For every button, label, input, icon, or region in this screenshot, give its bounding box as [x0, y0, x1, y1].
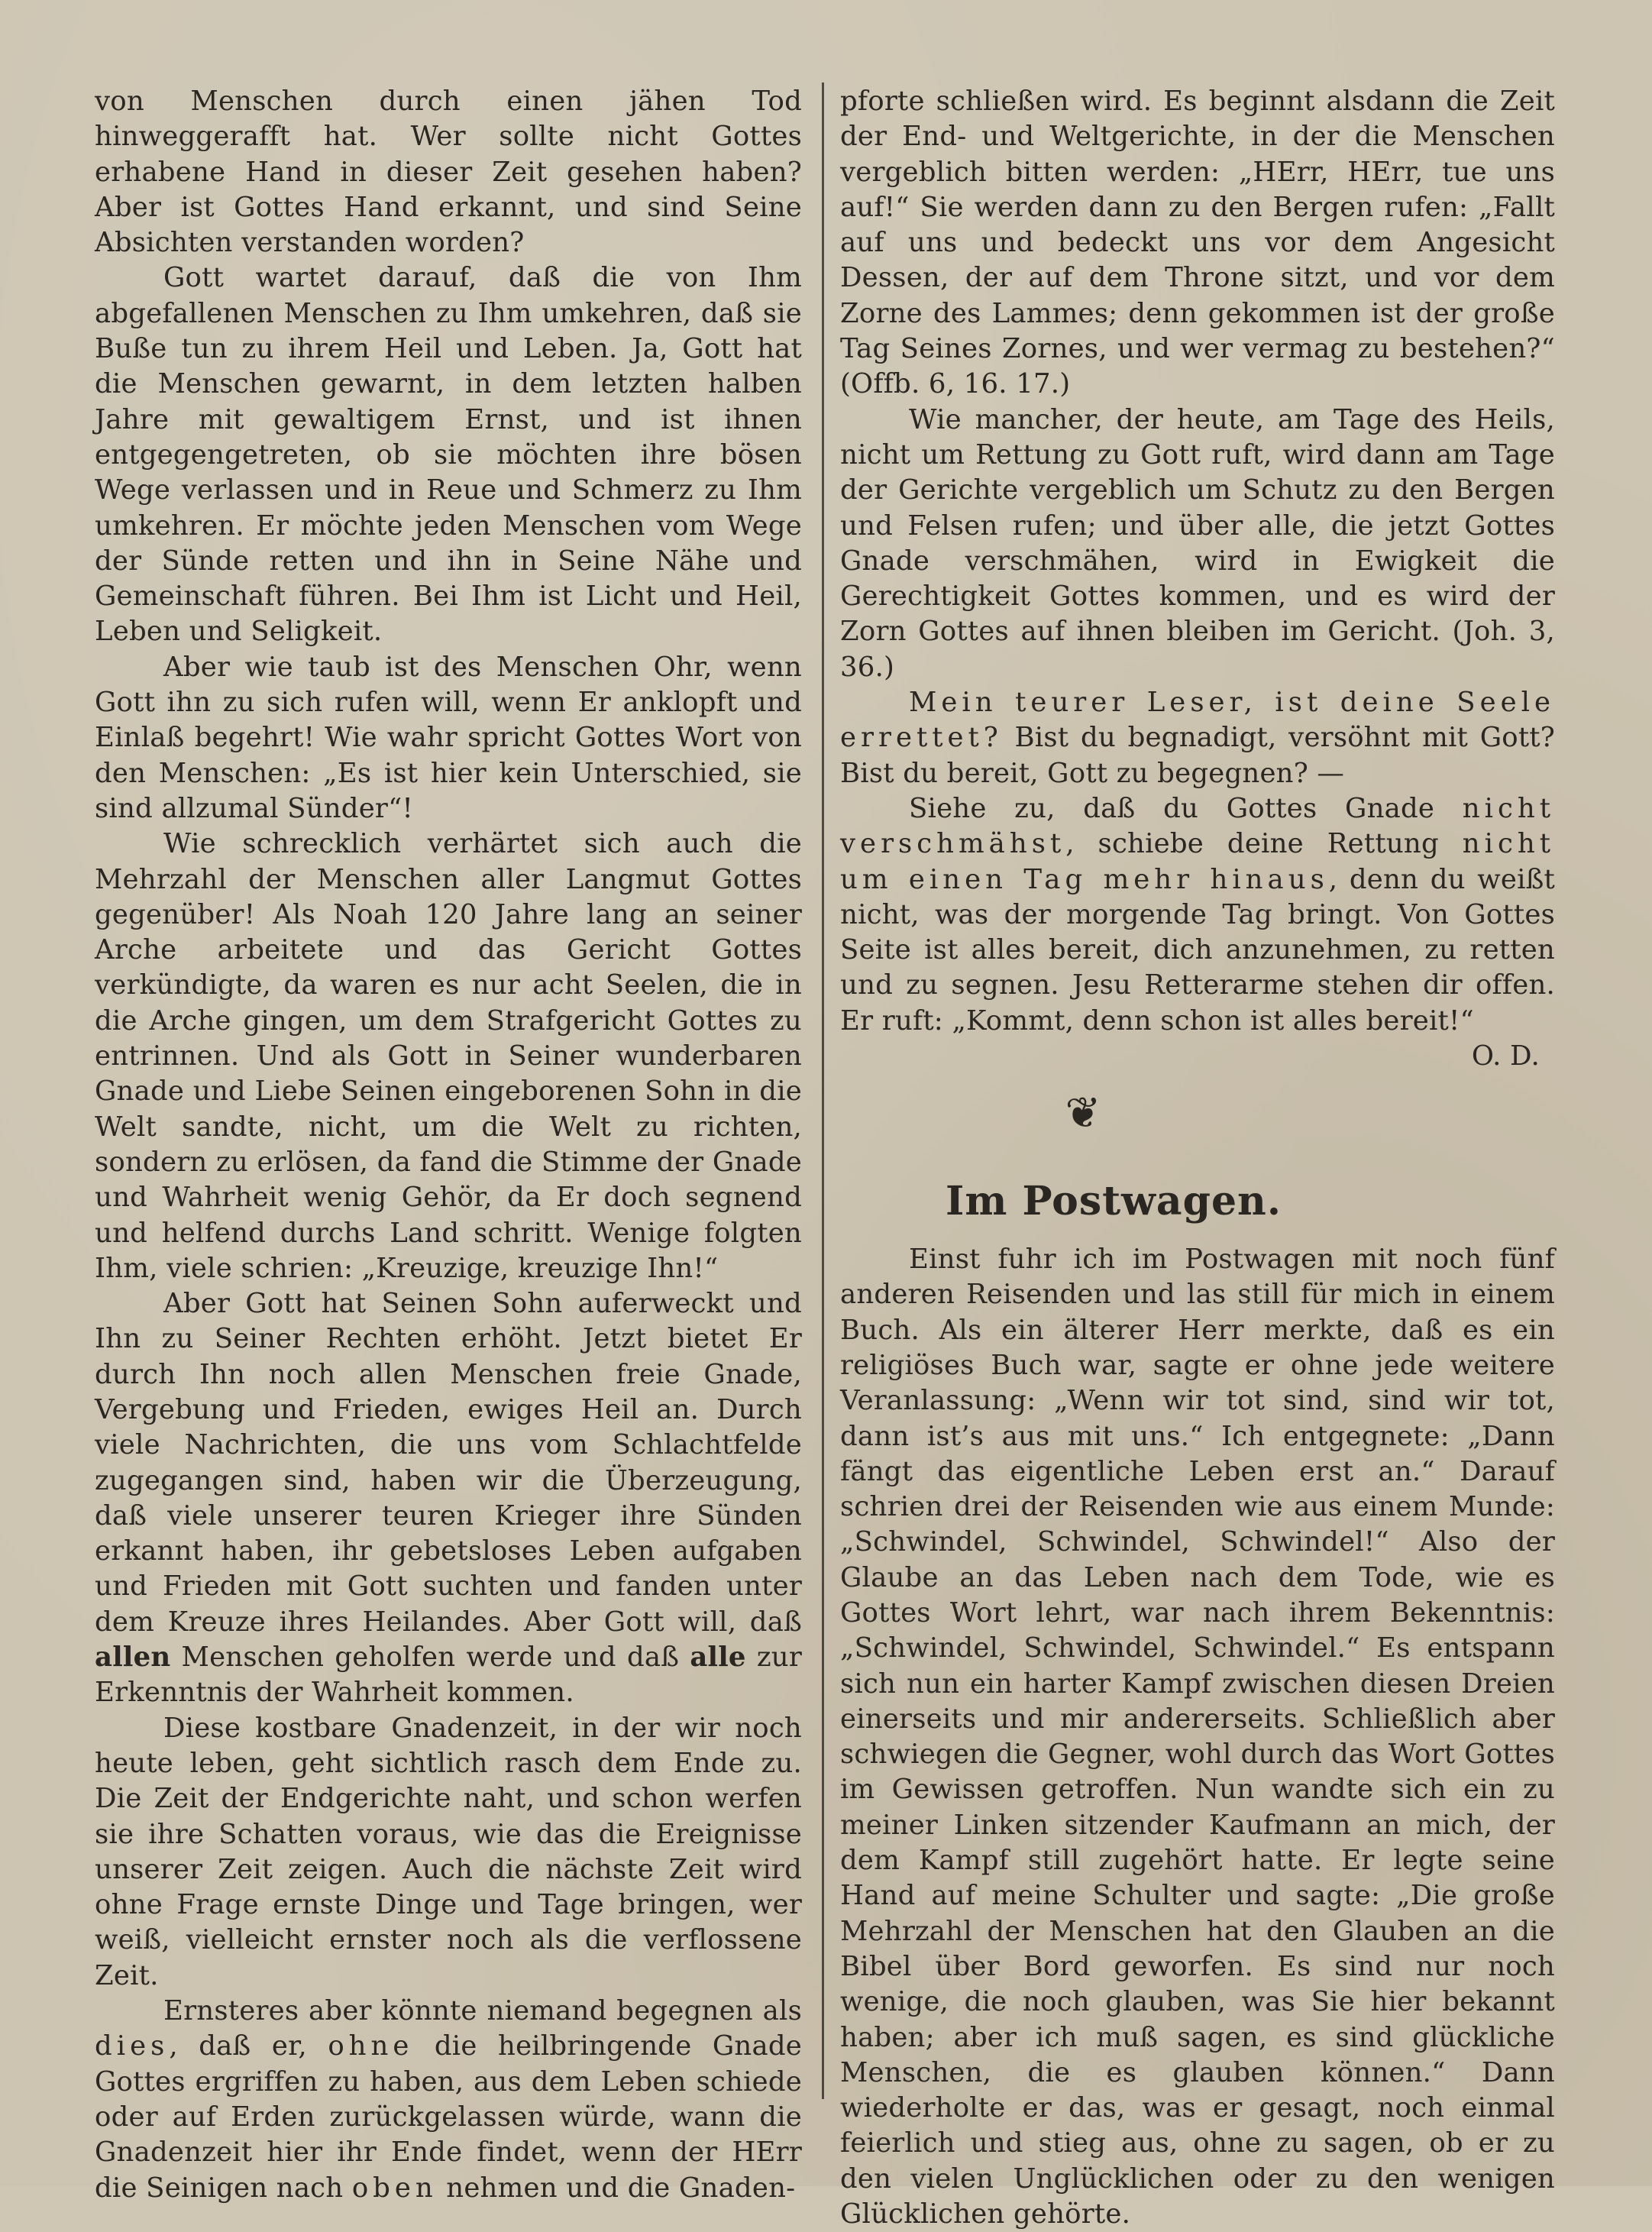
column-divider	[822, 82, 824, 2099]
author-signature: O. D.	[1471, 1040, 1540, 1072]
left-paragraph-2: Gott wartet darauf, daß die von Ihm abgefallenen Menschen zu Ihm umkehren, daß sie Buße tun zu ihrem Heil und Leben. Ja, Gott hat die Menschen gewarnt, in dem letzten halben Jahre mit gewaltigem Ernst, und ist ihnen entgegengetreten, ob sie möchten ihre bösen Wege verlassen und in Reue und Schmerz zu Ihm umkehren. Er möchte jeden Menschen vom Wege der Sünde retten und ihn in Seine Nähe und Gemeinschaft führen. Bei Ihm ist Licht und Heil, Leben und Seligkeit.	[95, 262, 802, 648]
spaced-oben: oben	[351, 2172, 438, 2204]
spaced-nicht-verschmaehst: nicht verschmähst	[840, 792, 1555, 860]
article-heading-text: Im Postwagen.	[946, 1178, 1282, 1225]
right-paragraph-3	[840, 685, 1555, 791]
emphasis-alle: alle	[690, 1642, 746, 1674]
left-paragraph-7-text-b: , daß er,	[169, 2030, 328, 2062]
right-paragraph-3-text: Bist du begnadigt, versöhnt mit Gott? Bist du bereit, Gott zu begegnen? —	[840, 722, 1555, 789]
right-column	[840, 84, 1555, 2232]
left-paragraph-7	[95, 1994, 802, 2206]
article-heading	[840, 1175, 1555, 1228]
left-paragraph-1: von Menschen durch einen jähen Tod hinweggerafft hat. Wer sollte nicht Gottes erhabene Hand in dieser Zeit gesehen haben? Aber ist Gottes Hand erkannt, und sind Seine Absichten verstanden worden?	[95, 86, 802, 259]
left-paragraph-7-text-c: die heilbringende Gnade Gottes ergriffen zu haben, aus dem Leben schiede oder auf Erden zurückgelassen würde, wann die Gnadenzeit hier ihr Ende findet, wenn der HErr die Seinigen nach	[95, 2030, 802, 2204]
left-paragraph-3: Aber wie taub ist des Menschen Ohr, wenn Gott ihn zu sich rufen will, wenn Er anklopft und Einlaß begehrt! Wie wahr spricht Gottes Wort von den Menschen: „Es ist hier kein Unterschied, sie sind allzumal Sünder“!	[95, 651, 802, 824]
left-paragraph-7-text-a: Ernsteres aber könnte niemand begegnen als	[163, 1995, 802, 2027]
left-column	[95, 84, 802, 2206]
left-paragraph-6: Diese kostbare Gnadenzeit, in der wir noch heute leben, geht sichtlich rasch dem Ende zu. Die Zeit der Endgerichte naht, und schon werfen sie ihre Schatten voraus, wie das die Ereignisse unserer Zeit zeigen. Auch die nächste Zeit wird ohne Frage ernste Dinge und Tage bringen, wer weiß, vielleicht ernster noch als die verflossene Zeit.	[95, 1712, 802, 1991]
article-paragraph-1: Einst fuhr ich im Postwagen mit noch fünf anderen Reisenden und las still für mich in einem Buch. Als ein älterer Herr merkte, daß es ein religiöses Buch war, sagte er ohne jede weitere Veranlassung: „Wenn wir tot sind, sind wir tot, dann ist’s aus mit uns.“ Ich entgegnete: „Dann fängt das eigentliche Leben erst an.“ Darauf schrien drei der Reisenden wie aus einem Munde: „Schwindel, Schwindel, Schwindel!“ Also der Glaube an das Leben nach dem Tode, wie es Gottes Wort lehrt, war nach ihrem Bekenntnis: „Schwindel, Schwindel, Schwindel.“ Es entspann sich nun ein harter Kampf zwischen diesen Dreien einerseits und mir andererseits. Schließlich aber schwiegen die Gegner, wohl durch das Wort Gottes im Gewissen getroffen. Nun wandte sich ein zu meiner Linken sitzender Kaufmann an mich, der dem Kampf still zugehört hatte. Er legte seine Hand auf meine Schulter und sagte: „Die große Mehrzahl der Menschen hat den Glauben an die Bibel über Bord geworfen. Es sind nur noch wenige, die noch glauben, was Sie hier bekannt haben; aber ich muß sagen, es sind glückliche Menschen, die es glauben können.“ Dann wiederholte er das, was er gesagt, noch einmal feierlich und stieg aus, ohne zu sagen, ob er zu den vielen Unglücklichen oder zu den wenigen Glücklichen gehörte.	[840, 1244, 1555, 2230]
left-paragraph-5-text-c: zur Erkenntnis der Wahrheit kommen.	[95, 1642, 802, 1709]
emphasis-allen: allen	[95, 1642, 171, 1674]
spaced-nicht-hinaus: nicht um einen Tag mehr hinaus	[840, 828, 1555, 895]
right-paragraph-1: pforte schließen wird. Es beginnt alsdann die Zeit der End- und Weltgerichte, in der die Menschen vergeblich bitten werden: „HErr, HErr, tue uns auf!“ Sie werden dann zu den Bergen rufen: „Fallt auf uns und bedeckt uns vor dem Angesicht Dessen, der auf dem Throne sitzt, und vor dem Zorne des Lammes; denn gekommen ist der große Tag Seines Zornes, und wer vermag zu bestehen?“ (Offb. 6, 16. 17.)	[840, 86, 1555, 400]
right-paragraph-4-text-b: , schiebe deine Rettung	[1065, 828, 1463, 860]
spaced-dies: dies	[95, 2030, 170, 2062]
left-paragraph-5-text-a: Aber Gott hat Seinen Sohn auferweckt und Ihn zu Seiner Rechten erhöht. Jetzt bietet Er durch Ihn noch allen Menschen freie Gnade, Vergebung und Frieden, ewiges Heil an. Durch viele Nachrichten, die uns vom Schlachtfelde zugegangen sind, haben wir die Überzeugung, daß viele unserer teuren Krieger ihre Sünden erkannt haben, ihr gebetsloses Leben aufgaben und Frieden mit Gott suchten und fanden unter dem Kreuze ihres Heilandes. Aber Gott will, daß	[95, 1288, 802, 1638]
left-paragraph-5	[95, 1286, 802, 1711]
spaced-reader-question: Mein teurer Leser, ist deine Seele errettet?	[840, 687, 1555, 754]
right-paragraph-4-text-c: , denn du weißt nicht, was der morgende Tag bringt. Von Gottes Seite ist alles bereit, dich anzunehmen, zu retten und zu segnen. Jesu Retterarme stehen dir offen. Er ruft: „Kommt, denn schon ist alles bereit!“	[840, 863, 1555, 1037]
left-paragraph-7-text-d: nehmen und die Gnaden-	[437, 2172, 796, 2204]
left-paragraph-4: Wie schrecklich verhärtet sich auch die Mehrzahl der Menschen aller Langmut Gottes gegenüber! Als Noah 120 Jahre lang an seiner Arche arbeitete und das Gericht Gottes verkündigte, da waren es nur acht Seelen, die in die Arche gingen, um dem Strafgericht Gottes zu entrinnen. Und als Gott in Seiner wunderbaren Gnade und Liebe Seinen eingeborenen Sohn in die Welt sandte, nicht, um die Welt zu richten, sondern zu erlösen, da fand die Stimme der Gnade und Wahrheit wenig Gehör, da Er doch segnend und helfend durchs Land schritt. Wenige folgten Ihm, viele schrien: „Kreuzige, kreuzige Ihn!“	[95, 828, 802, 1284]
right-paragraph-4	[840, 791, 1555, 1072]
right-paragraph-2: Wie mancher, der heute, am Tage des Heils, nicht um Rettung zu Gott ruft, wird dann am Tage der Gerichte vergeblich um Schutz zu den Bergen und Felsen rufen; und über alle, die jetzt Gottes Gnade verschmähen, wird in Ewigkeit die Gerechtigkeit Gottes kommen, und es wird der Zorn Gottes auf ihnen bleiben im Gericht. (Joh. 3, 36.)	[840, 403, 1555, 683]
spaced-ohne: ohne	[328, 2030, 414, 2062]
right-paragraph-4-text-a: Siehe zu, daß du Gottes Gnade	[909, 792, 1463, 824]
left-paragraph-5-text-b: Menschen geholfen werde und daß	[170, 1642, 690, 1674]
section-ornament	[840, 1083, 1555, 1144]
fleuron-icon: ❦	[1065, 1089, 1101, 1139]
